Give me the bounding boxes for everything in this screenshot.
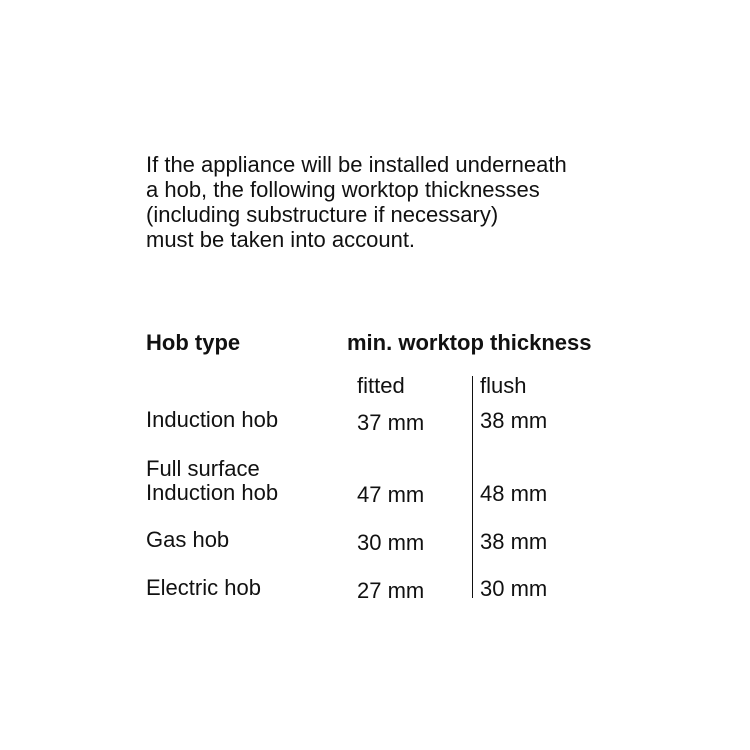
row-label-line: Induction hob xyxy=(146,480,279,505)
table-row-flush: 30 mm xyxy=(480,576,548,601)
row-label-line: Electric hob xyxy=(146,575,261,600)
subheader-fitted: fitted xyxy=(357,373,405,398)
intro-line: If the appliance will be installed underneath xyxy=(146,152,567,177)
intro-line: a hob, the following worktop thicknesses xyxy=(146,177,540,202)
table-row-fitted: 30 mm xyxy=(357,530,425,555)
table-row-label xyxy=(146,408,278,432)
table-row-fitted: 37 mm xyxy=(357,410,425,435)
table-row-flush: 38 mm xyxy=(480,529,548,554)
subheader-flush: flush xyxy=(480,373,527,398)
table-row-label xyxy=(146,528,229,552)
table-row-fitted: 27 mm xyxy=(357,578,425,603)
header-hob-type: Hob type xyxy=(146,330,241,355)
table-row-flush: 48 mm xyxy=(480,481,548,506)
intro-paragraph xyxy=(146,152,666,252)
table-row-label xyxy=(146,457,278,505)
table-row-fitted: 47 mm xyxy=(357,482,425,507)
row-label-line: Induction hob xyxy=(146,407,279,432)
intro-line: (including substructure if necessary) xyxy=(146,202,499,227)
row-label-line: Gas hob xyxy=(146,527,230,552)
header-min-thickness: min. worktop thickness xyxy=(347,330,592,355)
table-row-flush: 38 mm xyxy=(480,408,548,433)
table-row-label xyxy=(146,576,261,600)
intro-line: must be taken into account. xyxy=(146,227,416,252)
column-divider xyxy=(472,376,473,598)
row-label-line: Full surface xyxy=(146,456,260,481)
